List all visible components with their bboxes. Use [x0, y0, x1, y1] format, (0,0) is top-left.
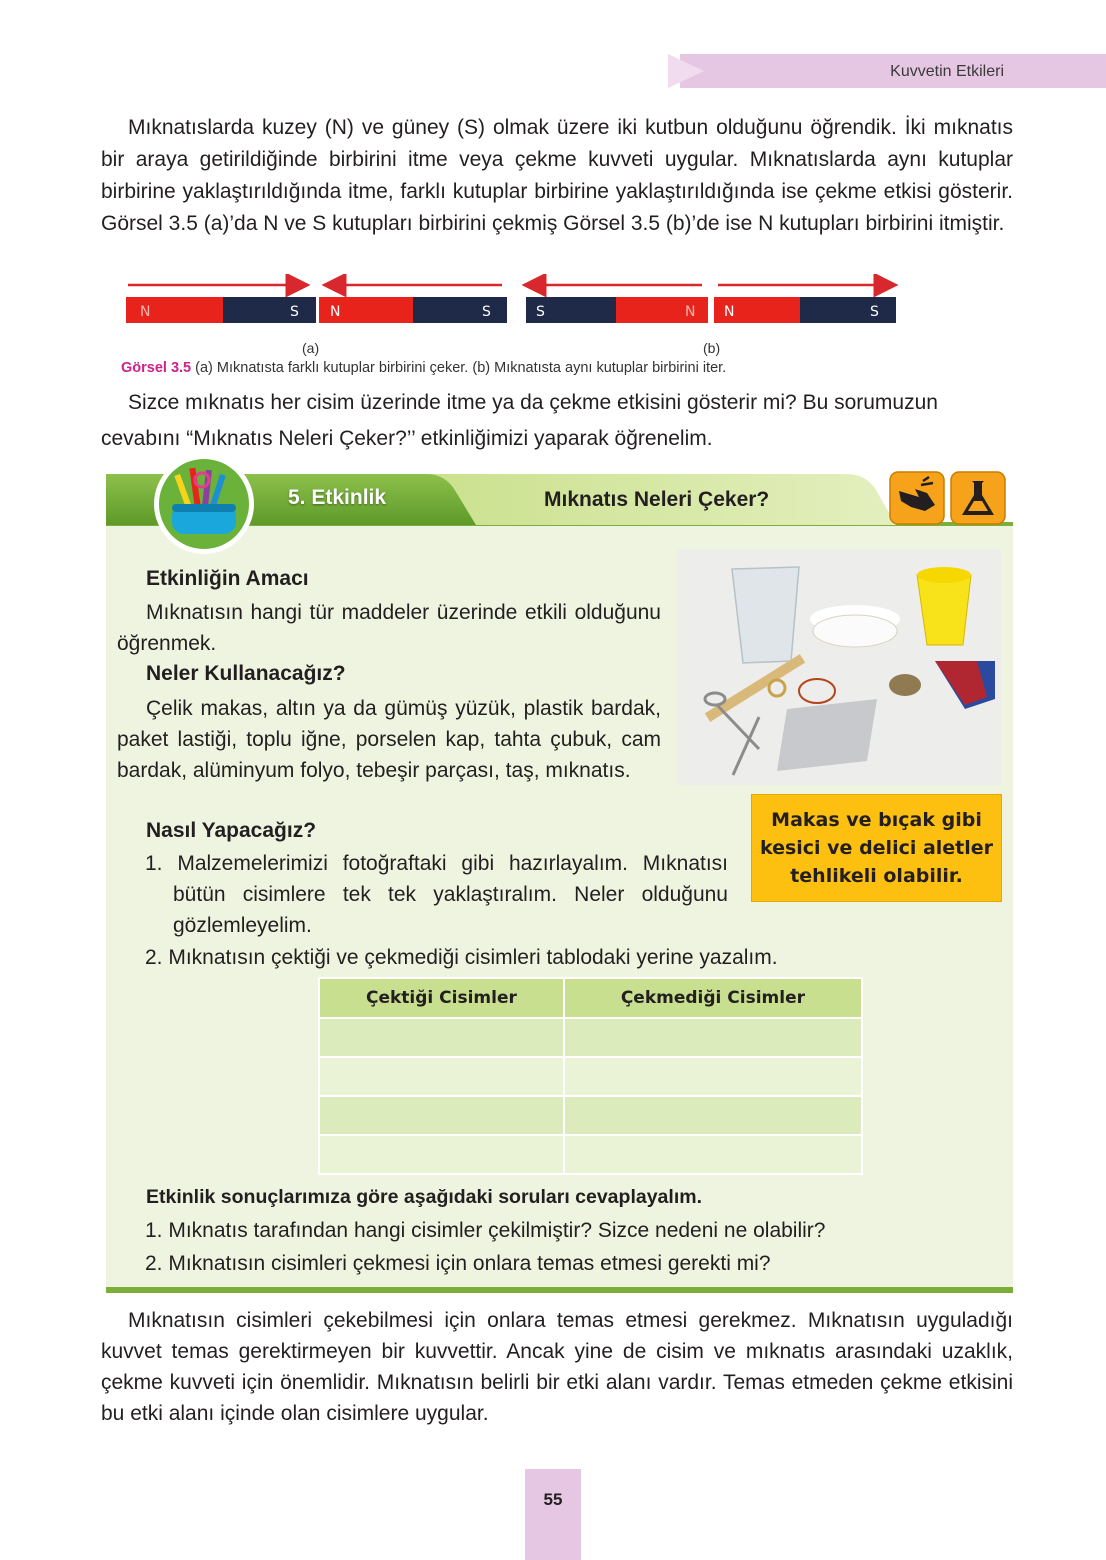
page-number: 55: [543, 1490, 563, 1509]
table-cell[interactable]: [319, 1096, 564, 1135]
results-table: [318, 977, 863, 1175]
closing-paragraph: Mıknatısın cisimleri çekebilmesi için onlara temas etmesi gerekmez. Mıknatısın uyguladığı kuvvet temas gerektirmeyen bir kuvvettir. Ancak yine de cisim ve mıknatıs arasındaki uzaklık, çekme kuvveti için önemlidir. Mıknatısın belirli bir etki alanı vardır. Temas etmeden çekme etkisini bu etki alanı içinde olan cisimlere uygular.: [101, 1309, 1013, 1425]
table-cell[interactable]: [564, 1096, 862, 1135]
table-cell[interactable]: [564, 1018, 862, 1057]
page-number-band: [525, 1469, 581, 1560]
intro-paragraph: Mıknatıslarda kuzey (N) ve güney (S) olmak üzere iki kutbun olduğunu öğrendik. İki mıknatıs bir araya getirildiğinde birbirini itme veya çekme kuvveti uygular. Mıknatıslarda aynı kutuplar birbirine yaklaştırıldığında itme, farklı kutuplar birbirine yaklaştırıldığında ise çekme etkisi gösterir. Görsel 3.5 (a)’da N ve S kutupları birbirini çekmiş Görsel 3.5 (b)’de ise N kutupları birbirini itmiştir.: [101, 116, 1013, 235]
svg-text:N: N: [140, 304, 151, 320]
materials-text: Çelik makas, altın ya da gümüş yüzük, plastik bardak, paket lastiği, toplu iğne, porselen kap, tahta çubuk, cam bardak, alüminyum folyo, tebeşir parçası, taş, mıknatıs.: [117, 697, 661, 782]
svg-text:S: S: [536, 304, 545, 320]
magnet-a2: [319, 297, 507, 323]
table-cell[interactable]: [564, 1057, 862, 1096]
experiment-icon: [950, 471, 1006, 525]
figure-label-b: (b): [703, 340, 721, 356]
svg-text:N: N: [724, 304, 735, 320]
question-paragraph: Sizce mıknatıs her cisim üzerinde itme ya da çekme etkisini gösterir mi? Bu sorumuzun cevabını “Mıknatıs Neleri Çeker?’’ etkinliğimizi yaparak öğrenelim.: [101, 391, 938, 450]
steps-heading: Nasıl Yapacağız?: [146, 819, 317, 842]
activity-number: 5. Etkinlik: [288, 486, 387, 509]
table-header-attracted: Çektiği Cisimler: [319, 978, 564, 1018]
table-cell[interactable]: [319, 1018, 564, 1057]
materials-heading: Neler Kullanacağız?: [146, 662, 346, 685]
step-1: 1. Malzemelerimizi fotoğraftaki gibi hazırlayalım. Mıknatısı bütün cisimlere tek tek yaklaştıralım. Neler olduğunu gözlemleyelim.: [145, 852, 728, 937]
pencil-case-icon: [152, 452, 256, 556]
figure-caption-text: (a) Mıknatısta farklı kutuplar birbirini çeker. (b) Mıknatısta aynı kutuplar birbirini iter.: [195, 360, 727, 376]
header-arrow-decoration: [668, 54, 704, 88]
table-cell[interactable]: [564, 1135, 862, 1174]
svg-text:S: S: [870, 304, 879, 320]
svg-text:S: S: [290, 304, 299, 320]
activity-title: Mıknatıs Neleri Çeker?: [544, 488, 770, 511]
step-2: 2. Mıknatısın çektiği ve çekmediği cisimleri tablodaki yerine yazalım.: [145, 946, 778, 969]
svg-text:N: N: [330, 304, 341, 320]
magnet-figure: [120, 274, 910, 354]
magnet-b1: [526, 297, 708, 323]
figure-caption-ref: Görsel 3.5: [121, 360, 192, 376]
question-1: 1. Mıknatıs tarafından hangi cisimler çekilmiştir? Sizce nedeni ne olabilir?: [145, 1219, 826, 1242]
figure-label-a: (a): [302, 340, 320, 356]
section-title: Kuvvetin Etkileri: [890, 63, 1004, 80]
safety-warning: Makas ve bıçak gibi kesici ve delici aletler tehlikeli olabilir.: [751, 794, 1002, 902]
activity-bottom-line: [106, 1287, 1013, 1293]
materials-photo: [677, 549, 1001, 785]
magnet-b2: [714, 297, 896, 323]
table-cell[interactable]: [319, 1057, 564, 1096]
svg-text:N: N: [685, 304, 696, 320]
question-2: 2. Mıknatısın cisimleri çekmesi için onlara temas etmesi gerekti mi?: [145, 1252, 771, 1275]
table-cell[interactable]: [319, 1135, 564, 1174]
svg-text:S: S: [482, 304, 491, 320]
results-heading: Etkinlik sonuçlarımıza göre aşağıdaki soruları cevaplayalım.: [146, 1186, 702, 1208]
figure-caption: [121, 360, 726, 376]
goal-heading: Etkinliğin Amacı: [146, 567, 309, 590]
goal-text: Mıknatısın hangi tür maddeler üzerinde etkili olduğunu öğrenmek.: [117, 601, 661, 655]
hands-on-icon: [889, 471, 945, 525]
magnet-a1: [126, 297, 316, 323]
table-header-not-attracted: Çekmediği Cisimler: [564, 978, 862, 1018]
